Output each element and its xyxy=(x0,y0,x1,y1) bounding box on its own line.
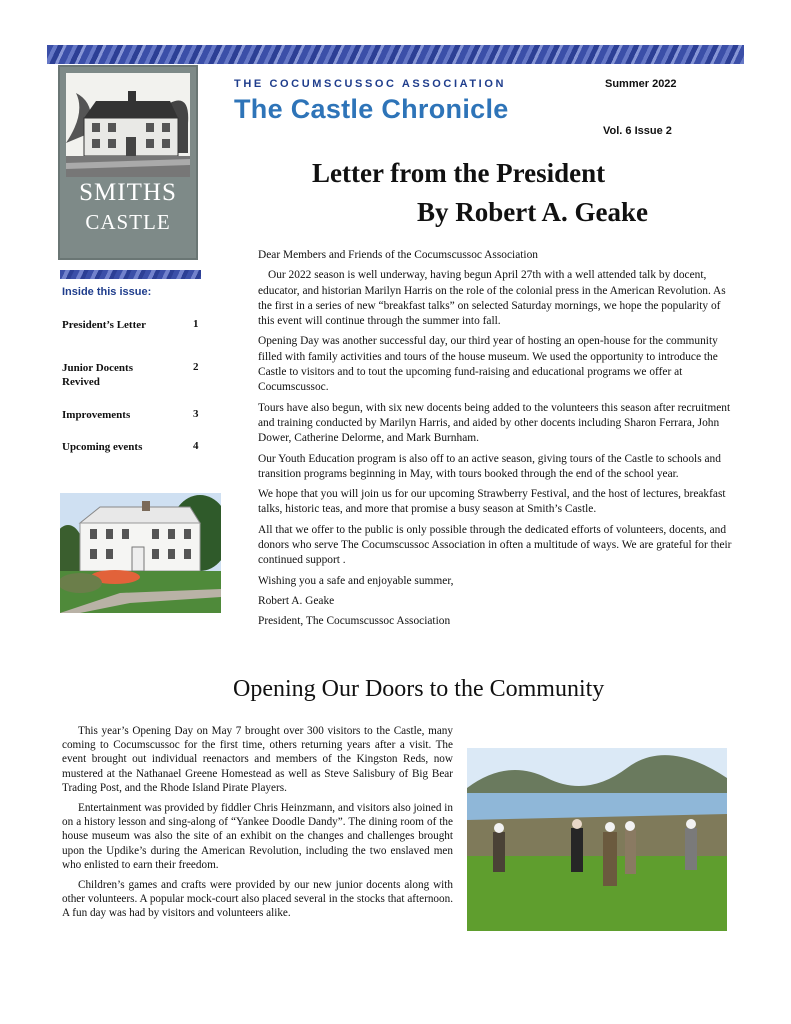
article-body xyxy=(62,724,453,927)
volume-issue: Vol. 6 Issue 2 xyxy=(603,125,672,137)
smiths-castle-logo xyxy=(58,65,198,260)
toc-page: 2 xyxy=(193,361,199,373)
toc-page: 4 xyxy=(193,440,199,452)
letter-title: Letter from the President xyxy=(312,158,606,188)
article-paragraph: This year’s Opening Day on May 7 brought over 300 visitors to the Castle, many coming to Cocumscussoc for the first time, others returning years after a visit. The event brought out individual reenactors and members of the Kingston Reds, now mustered at the Nathanael Greene Homestead as well as Steve Salisbury of Big Bear Trading Post, and the Rhode Island Pirate Players. xyxy=(62,725,453,794)
letter-paragraph: Opening Day was another successful day, our third year of hosting an open-house for the community filled with family activities and tours of the house museum. We used the opportunity to introduce the Castle to visitors and to tout the upcoming fund-raising and educational programs we offer at Cocumscussoc. xyxy=(258,335,718,394)
masthead-band xyxy=(47,45,744,64)
toc-label: Upcoming events xyxy=(62,441,143,453)
letter-salutation: Dear Members and Friends of the Cocumscussoc Association xyxy=(258,249,538,261)
toc-item-upcoming-events[interactable] xyxy=(62,440,202,453)
toc-label: Junior Docents Revived xyxy=(62,362,133,388)
logo-line2: CASTLE xyxy=(85,210,171,234)
article-title: Opening Our Doors to the Community xyxy=(233,676,605,702)
newsletter-title: The Castle Chronicle xyxy=(234,94,509,124)
toc-item-improvements[interactable] xyxy=(62,408,202,421)
table-of-contents xyxy=(62,318,202,453)
toc-page: 3 xyxy=(193,408,199,420)
logo-line1: SMITHS xyxy=(79,179,177,206)
issue-season: Summer 2022 xyxy=(605,78,677,90)
letter-paragraph: We hope that you will join us for our upcoming Strawberry Festival, and the host of lectures, breakfast talks, historic teas, and more that promise a busy season at Smith’s Castle. xyxy=(258,488,726,516)
letter-signature-name: Robert A. Geake xyxy=(258,594,335,607)
letter-paragraph: All that we offer to the public is only possible through the dedicated efforts of volunteers, docents, and donors who serve The Cocumscussoc Association in often a multitude of ways. We are grateful for their continued support . xyxy=(258,523,732,567)
toc-item-junior-docents[interactable] xyxy=(62,361,202,388)
article-paragraph: Children’s games and crafts were provided by our new junior docents along with other volunteers. A popular mock-court also placed several in the stocks that afternoon. A fun day was had by visitors and volunteers alike. xyxy=(62,879,453,920)
toc-item-presidents-letter[interactable] xyxy=(62,318,202,331)
inside-this-issue-heading: Inside this issue: xyxy=(62,286,152,298)
logo-house-illustration xyxy=(66,73,190,177)
letter-paragraph: Our Youth Education program is also off to an active season, giving tours of the Castle to schools and transition programs beginning in May, with tours booked through the end of the school year. xyxy=(258,452,721,480)
toc-page: 1 xyxy=(193,318,199,330)
sidebar-band xyxy=(60,270,201,279)
toc-label: Improvements xyxy=(62,409,131,421)
letter-byline: By Robert A. Geake xyxy=(417,197,648,227)
letter-body xyxy=(258,248,734,635)
toc-label: President’s Letter xyxy=(62,319,146,331)
letter-signature-title: President, The Cocumscussoc Association xyxy=(258,615,451,628)
reenactors-photo xyxy=(467,748,727,931)
letter-paragraph: Our 2022 season is well underway, having begun April 27th with a well attended talk by docent, educator, and historian Marilyn Harris on the role of the colonial press in the American Revolution. As the first in a series of new “breakfast talks” on selected Saturday mornings, we hope the popularity of this event will continue through the summer into fall. xyxy=(258,269,726,328)
castle-photo xyxy=(60,493,221,613)
association-name: THE COCUMSCUSSOC ASSOCIATION xyxy=(234,78,507,90)
letter-closing: Wishing you a safe and enjoyable summer, xyxy=(258,574,454,587)
letter-paragraph: Tours have also begun, with six new docents being added to the volunteers this season after recruitment and training conducted by Marilyn Harris, and aided by other docents including Sharon Ferrara, John Dower, Catherine Delorme, and Mark Burnham. xyxy=(258,401,731,445)
article-paragraph: Entertainment was provided by fiddler Chris Heinzmann, and visitors also joined in on a history lesson and sing-along of “Yankee Doodle Dandy”. The dining room of the house museum was also the site of an exhibit on the changes and challenges brought upon the Updike’s during the American Revolution, including the two enslaved men who enlisted to earn their freedom. xyxy=(62,802,453,871)
